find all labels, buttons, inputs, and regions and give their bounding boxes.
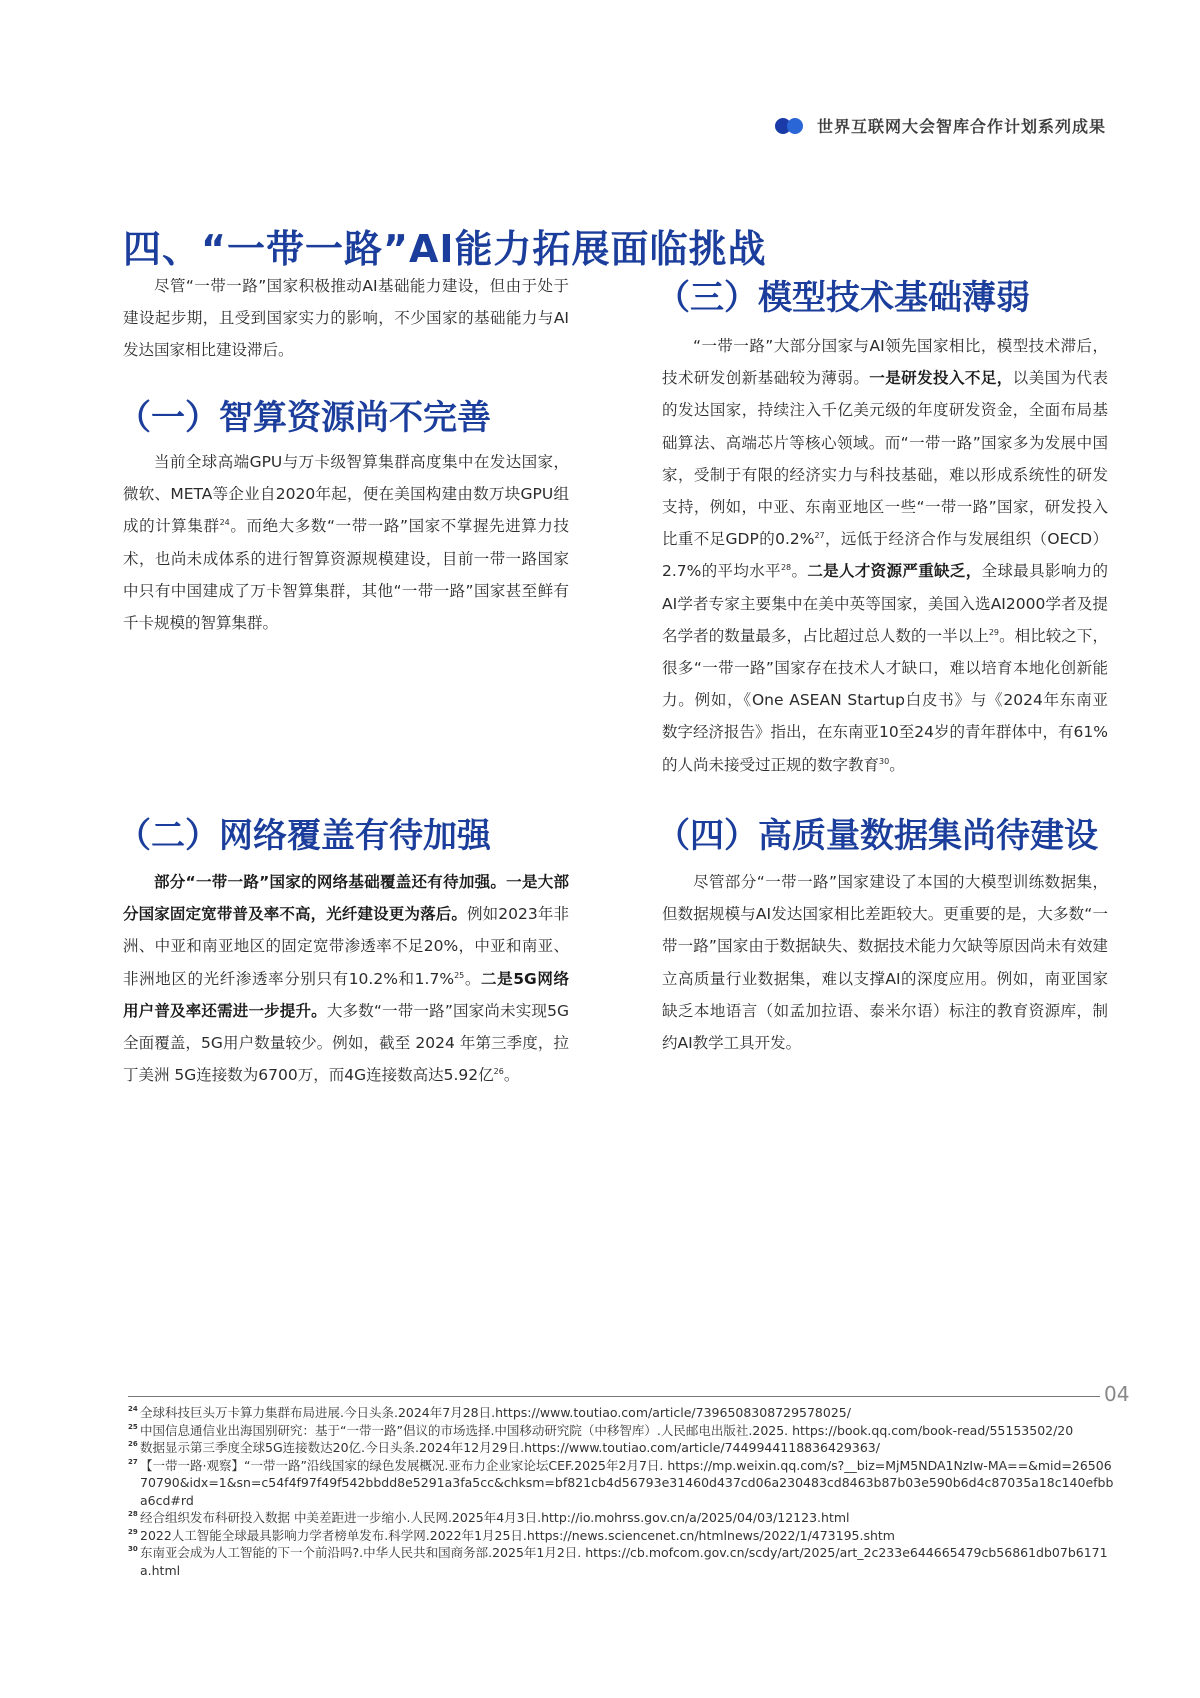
- footnote-divider: [128, 1396, 1100, 1397]
- section-1-paragraph: [123, 446, 569, 639]
- s3-text-7: 。: [889, 755, 905, 774]
- s2-text-3: 大多数“一带一路”国家尚未实现5G全面覆盖，5G用户数量较少。例如，截至 2024 年第三季度，拉丁美洲 5G连接数为6700万，而4G连接数高达5.92亿: [123, 1001, 569, 1085]
- s1-text-1: 当前全球高端GPU与万卡级智算集群高度集中在发达国家，微软、META等企业自2020年起，便在美国构建由数万块GPU组成的计算集群: [123, 453, 569, 536]
- section-4-paragraph: 尽管部分“一带一路”国家建设了本国的大模型训练数据集，但数据规模与AI发达国家相比差距较大。更重要的是，大多数“一带一路”国家由于数据缺失、数据技术能力欠缺等原因尚未有效建立高质量行业数据集，难以支撑AI的深度应用。例如，南亚国家缺乏本地语言（如孟加拉语、泰米尔语）标注的教育资源库，制约AI教学工具开发。: [662, 873, 1108, 1053]
- s3-text-6: 。相比较之下，很多“一带一路”国家存在技术人才缺口，难以培育本地化创新能力。例如，《One ASEAN Startup白皮书》与《2024年东南亚数字经济报告》指出，在东南亚10至24岁的青年群体中，有61%的人尚未接受过正规的数字教育: [662, 626, 1108, 774]
- page-number: 04: [1104, 1382, 1130, 1406]
- footnote-text: 2022人工智能全球最具影响力学者榜单发布.科学网.2022年1月25日.https://news.sciencenet.cn/htmlnews/2022/1/473195.shtm: [140, 1527, 895, 1543]
- footnote-number: 27: [128, 1457, 138, 1466]
- footnote-text: 经合组织发布科研投入数据 中美差距进一步缩小.人民网.2025年4月3日.http://io.mohrss.gov.cn/a/2025/04/03/12123.html: [140, 1510, 850, 1525]
- s2-text-4: 。: [503, 1066, 520, 1085]
- section-4-title: （四）高质量数据集尚待建设: [656, 816, 1098, 856]
- footnote-text: 东南亚会成为人工智能的下一个前沿吗?.中华人民共和国商务部.2025年1月2日. https://cb.mofcom.gov.cn/scdy/art/2025/art_2c233e644665479cb56861db07b6171a.html: [140, 1545, 1108, 1578]
- footnote-item: [128, 1544, 1118, 1579]
- footnote-number: 29: [128, 1527, 138, 1536]
- s3-text-3: ，远低于经济合作与发展组织（OECD）2.7%的平均水平: [662, 530, 1109, 581]
- footnote-ref: 25: [454, 970, 465, 980]
- s3-text-4: 。: [791, 562, 808, 581]
- s3-text-1: “一带一路”大部分国家与AI领先国家相比，模型技术滞后，技术研发创新基础较为薄弱。: [662, 337, 1108, 388]
- footnote-item: [128, 1457, 1118, 1510]
- s1-text-2: 。而绝大多数“一带一路”国家不掌握先进算力技术，也尚未成体系的进行智算资源规模建设，目前一带一路国家中只有中国建成了万卡智算集群，其他“一带一路”国家甚至鲜有千卡规模的智算集群。: [123, 517, 569, 633]
- footnote-ref: 27: [814, 531, 825, 541]
- section-1-title: （一）智算资源尚不完善: [117, 398, 491, 438]
- footnote-item: [128, 1527, 1118, 1545]
- section-3-title: （三）模型技术基础薄弱: [656, 278, 1030, 318]
- s2-text-2: 。: [464, 969, 481, 988]
- footnote-ref: 26: [493, 1067, 504, 1077]
- intro-paragraph: 尽管“一带一路”国家积极推动AI基础能力建设，但由于处于建设起步期，且受到国家实力的影响，不少国家的基础能力与AI发达国家相比建设滞后。: [123, 277, 569, 360]
- footnote-ref: 24: [219, 518, 230, 528]
- footnote-text: 中国信息通信业出海国别研究：基于“一带一路”倡议的市场选择.中国移动研究院（中移智库）.人民邮电出版社.2025. https://book.qq.com/book-read/55153502/20: [140, 1422, 1074, 1438]
- footnote-item: [128, 1439, 1118, 1457]
- footnote-ref: 30: [879, 756, 890, 766]
- footnote-text: 全球科技巨头万卡算力集群布局进展.今日头条.2024年7月28日.https://www.toutiao.com/article/7396508308729578025/: [140, 1405, 851, 1420]
- s3-bold-1: 一是研发投入不足，: [869, 369, 1013, 388]
- footnote-text: 【一带一路·观察】“一带一路”沿线国家的绿色发展概况.亚布力企业家论坛CEF.2025年2月7日. https://mp.weixin.qq.com/s?__biz=MjM5NDA1NzIw-MA==&mid=2650670790&idx=1&sn=c54f4f97f49f542bbdd8e5291a3fa5cc&chksm=bf821cb4d56793e31460d437cd06a230483cd8463b87b03e590b6d4c87035a18c140efbba6cd#rd: [140, 1457, 1114, 1508]
- section-2-paragraph: [123, 866, 569, 1091]
- footnote-number: 28: [128, 1510, 138, 1518]
- footnote-item: [128, 1404, 1118, 1422]
- footnote-ref: 28: [780, 563, 792, 573]
- footnote-text: 数据显示第三季度全球5G连接数达20亿.今日头条.2024年12月29日.https://www.toutiao.com/article/7449944118836429363/: [140, 1440, 880, 1455]
- s2-bold-1: 部分“一带一路”国家的网络基础覆盖还有待加强。一是大部分国家固定宽带普及率不高，光纤建设更为落后。: [123, 873, 569, 924]
- footnote-list: [128, 1404, 1118, 1579]
- footnote-number: 30: [128, 1545, 138, 1553]
- s3-bold-2: 二是人才资源严重缺乏，: [807, 562, 982, 581]
- s2-text-1: 例如2023年非洲、中亚和南亚地区的固定宽带渗透率不足20%，中亚和南亚、非洲地区的光纤渗透率分别只有10.2%和1.7%: [123, 905, 569, 988]
- footnote-ref: 29: [988, 627, 1000, 637]
- chapter-title: 四、“一带一路”AI能力拓展面临挑战: [123, 227, 767, 271]
- footnote-item: [128, 1509, 1118, 1527]
- section-2-title: （二）网络覆盖有待加强: [117, 816, 491, 856]
- header-text: 世界互联网大会智库合作计划系列成果: [816, 117, 1106, 136]
- page-header: [775, 114, 1106, 137]
- footnote-number: 24: [128, 1405, 138, 1413]
- s3-text-2: 以美国为代表的发达国家，持续注入千亿美元级的年度研发资金，全面布局基础算法、高端芯片等核心领域。而“一带一路”国家多为发展中国家，受制于有限的经济实力与科技基础，难以形成系统性的研发支持，例如，中亚、东南亚地区一些“一带一路”国家，研发投入比重不足GDP的0.2%: [662, 369, 1108, 549]
- s2-bold-2: 二是5G网络用户普及率还需进一步提升。: [123, 969, 569, 1020]
- wic-logo-icon: [775, 117, 805, 135]
- footnote-item: [128, 1422, 1118, 1440]
- footnote-number: 26: [128, 1440, 138, 1448]
- section-3-paragraph: [662, 330, 1108, 781]
- s3-text-5: 全球最具影响力的AI学者专家主要集中在美中英等国家，美国入选AI2000学者及提名学者的数量最多，占比超过总人数的一半以上: [662, 562, 1108, 645]
- footnote-number: 25: [128, 1422, 138, 1431]
